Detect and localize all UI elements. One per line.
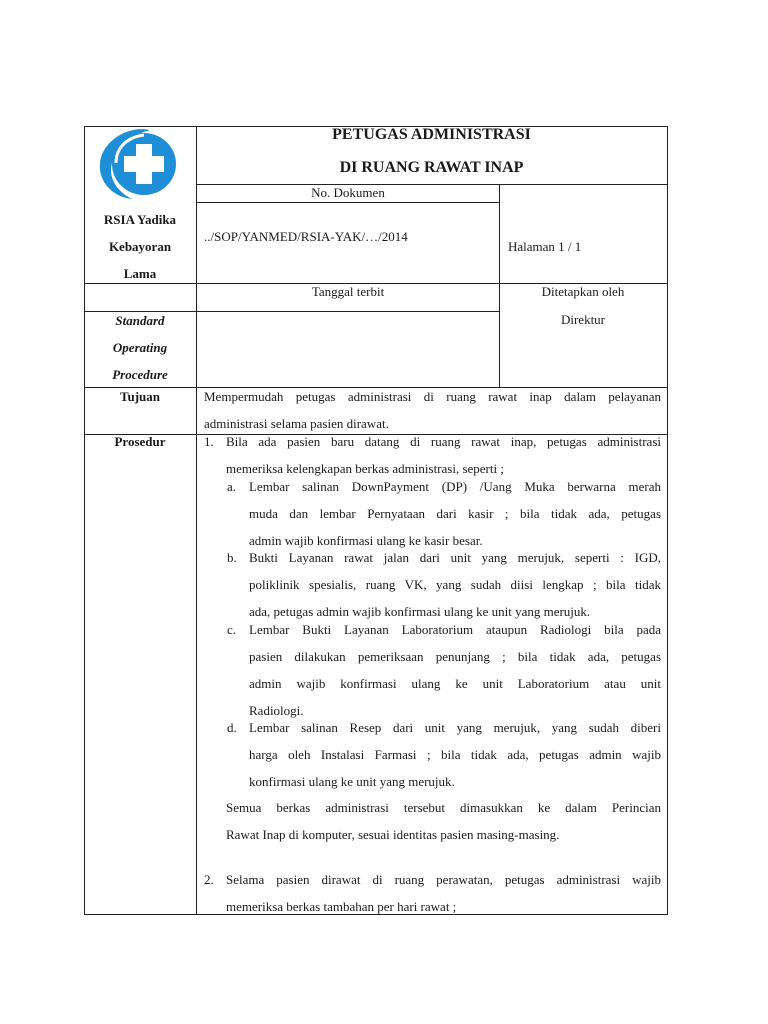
item-d-line1: Lembar salinan Resep dari unit yang merujuk, yang sudah diberi — [249, 720, 661, 735]
doc-number-value: ../SOP/YANMED/RSIA-YAK/…/2014 — [204, 229, 408, 244]
item-b-line1: Bukti Layanan rawat jalan dari unit yang merujuk, seperti : IGD, — [249, 550, 661, 565]
item-a-line2: muda dan lembar Pernyataan dari kasir ; bila tidak ada, petugas — [249, 506, 661, 521]
step1-note-line2: Rawat Inap di komputer, sesuai identitas pasien masing-masing. — [226, 827, 560, 842]
step1-line1: Bila ada pasien baru datang di ruang rawat inap, petugas administrasi — [226, 434, 661, 449]
director-label: Direktur — [560, 312, 606, 327]
document-title-line2: DI RUANG RAWAT INAP — [339, 159, 524, 176]
item-c-letter: c. — [227, 622, 237, 637]
item-c-line1: Lembar Bukti Layanan Laboratorium ataupun Radiologi bila pada — [249, 622, 661, 637]
doc-number-label: No. Dokumen — [311, 185, 385, 200]
item-a-line1: Lembar salinan DownPayment (DP) /Uang Muka berwarna merah — [249, 479, 661, 494]
item-b-line3: ada, petugas admin wajib konfirmasi ulang ke unit yang merujuk. — [249, 604, 591, 619]
hospital-name-line1: RSIA Yadika — [103, 212, 177, 227]
step2-line1: Selama pasien dirawat di ruang perawatan, petugas administrasi wajib — [226, 872, 661, 887]
item-a-line3: admin wajib konfirmasi ulang ke kasir besar. — [249, 533, 483, 548]
item-b-letter: b. — [227, 550, 237, 565]
established-by-label: Ditetapkan oleh — [541, 284, 625, 299]
issue-date-label: Tanggal terbit — [311, 284, 385, 299]
tujuan-label: Tujuan — [120, 389, 160, 404]
step2-number: 2. — [204, 872, 214, 887]
hospital-logo — [98, 127, 182, 201]
item-b-line2: poliklinik spesialis, ruang VK, yang sudah diisi lengkap ; bila tidak — [249, 577, 661, 592]
document-title-line1: PETUGAS ADMINISTRASI — [332, 126, 531, 143]
item-c-line4: Radiologi. — [249, 703, 304, 718]
medical-cross-icon — [98, 127, 182, 201]
item-c-line2: pasien dilakukan pemeriksaan penunjang ; bila tidak ada, petugas — [249, 649, 661, 664]
sop-label-line1: Standard — [115, 313, 165, 328]
tujuan-line1: Mempermudah petugas administrasi di ruang rawat inap dalam pelayanan — [204, 389, 661, 404]
item-a-letter: a. — [227, 479, 237, 494]
item-d-line2: harga oleh Instalasi Farmasi ; bila tidak ada, petugas admin wajib — [249, 747, 661, 762]
step1-line2: memeriksa kelengkapan berkas administrasi, seperti ; — [226, 461, 504, 476]
tujuan-line2: administrasi selama pasien dirawat. — [204, 416, 389, 431]
hospital-name-line2: Kebayoran — [108, 239, 172, 254]
hospital-name-line3: Lama — [123, 266, 157, 281]
step1-note-line1: Semua berkas administrasi tersebut dimasukkan ke dalam Perincian — [226, 800, 661, 815]
item-d-letter: d. — [227, 720, 237, 735]
step1-number: 1. — [204, 434, 214, 449]
item-d-line3: konfirmasi ulang ke unit yang merujuk. — [249, 774, 455, 789]
sop-label-line2: Operating — [112, 340, 168, 355]
page-number: Halaman 1 / 1 — [508, 239, 582, 254]
step2-line2: memeriksa berkas tambahan per hari rawat ; — [226, 899, 457, 914]
item-c-line3: admin wajib konfirmasi ulang ke unit Laboratorium atau unit — [249, 676, 661, 691]
prosedur-label: Prosedur — [114, 434, 166, 449]
sop-label-line3: Procedure — [112, 367, 168, 382]
